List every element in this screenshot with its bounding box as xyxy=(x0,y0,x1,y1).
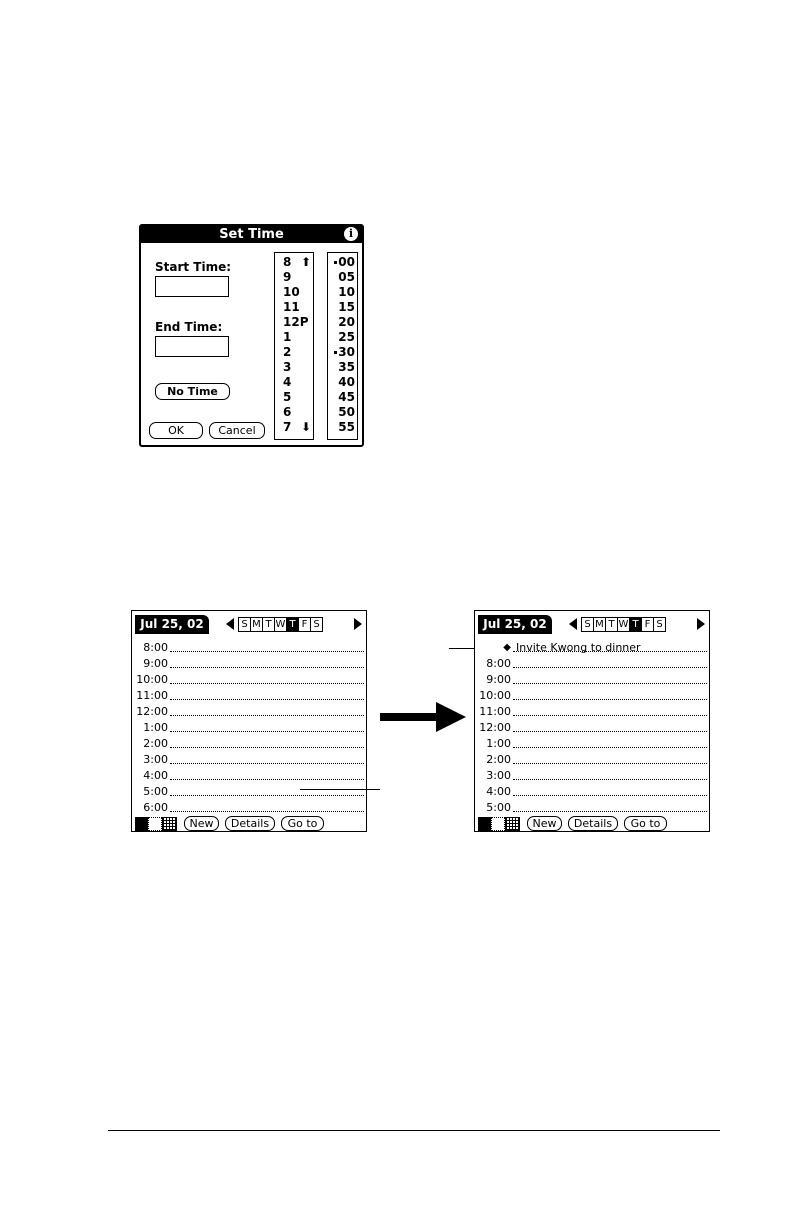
set-time-dialog xyxy=(139,224,364,447)
minute-item[interactable]: 45 xyxy=(338,390,355,404)
page-divider xyxy=(108,1130,720,1131)
minute-item[interactable]: 20 xyxy=(338,315,355,329)
end-time-field[interactable] xyxy=(155,336,229,357)
minute-list[interactable] xyxy=(327,252,358,440)
day-button-selected[interactable]: T xyxy=(286,617,299,632)
time-slot[interactable]: 2:00 xyxy=(132,736,366,752)
hour-item[interactable]: 10 xyxy=(283,285,300,299)
minute-item[interactable]: 15 xyxy=(338,300,355,314)
week-view-icon[interactable] xyxy=(491,817,505,831)
goto-button[interactable]: Go to xyxy=(281,816,324,831)
minute-item[interactable]: 05 xyxy=(338,270,355,284)
selected-marker-icon xyxy=(334,351,337,354)
time-slot[interactable]: 12:00 xyxy=(475,720,709,736)
time-slot[interactable]: 3:00 xyxy=(475,768,709,784)
hour-item[interactable]: 3 xyxy=(283,360,292,374)
day-button[interactable]: M xyxy=(250,617,263,632)
hour-item[interactable]: 9 xyxy=(283,270,292,284)
day-button[interactable]: W xyxy=(618,619,629,630)
day-button[interactable]: M xyxy=(593,617,606,632)
hour-list[interactable] xyxy=(274,252,314,440)
time-slot[interactable]: 5:00 xyxy=(475,800,709,816)
hour-item[interactable]: 8 xyxy=(283,255,292,269)
minute-item[interactable]: 35 xyxy=(338,360,355,374)
event-description[interactable]: Invite Kwong to dinner xyxy=(516,641,641,654)
minute-item[interactable]: 30 xyxy=(328,345,355,360)
hour-item[interactable]: 2 xyxy=(283,345,292,359)
time-slot[interactable]: 4:00 xyxy=(132,768,366,784)
time-slot[interactable]: 8:00 xyxy=(132,640,366,656)
time-slot[interactable]: 8:00 xyxy=(475,656,709,672)
transition-arrow-icon xyxy=(436,702,466,732)
hour-item[interactable]: 5 xyxy=(283,390,292,404)
goto-button[interactable]: Go to xyxy=(624,816,667,831)
time-slot[interactable]: 10:00 xyxy=(132,672,366,688)
minute-item[interactable]: 55 xyxy=(338,420,355,434)
new-button[interactable]: New xyxy=(184,816,219,831)
day-button[interactable]: W xyxy=(275,619,286,630)
dialog-title-bar xyxy=(141,226,362,243)
day-button[interactable]: S xyxy=(653,617,666,632)
next-week-icon[interactable] xyxy=(354,618,362,630)
month-view-icon[interactable] xyxy=(162,817,177,831)
end-time-label: End Time: xyxy=(155,320,223,334)
start-time-label: Start Time: xyxy=(155,260,232,274)
prev-week-icon[interactable] xyxy=(226,618,234,630)
week-day-selector xyxy=(226,617,362,632)
time-slot[interactable]: 4:00 xyxy=(475,784,709,800)
day-view-before xyxy=(131,610,367,832)
no-time-button[interactable]: No Time xyxy=(155,383,230,400)
scroll-up-icon[interactable]: ⬆ xyxy=(301,255,312,269)
week-view-icon[interactable] xyxy=(148,817,162,831)
hour-item[interactable]: 4 xyxy=(283,375,292,389)
week-day-selector xyxy=(569,617,705,632)
minute-item[interactable]: 10 xyxy=(338,285,355,299)
selected-marker-icon xyxy=(334,261,337,264)
new-button[interactable]: New xyxy=(527,816,562,831)
day-view-icon[interactable] xyxy=(135,817,148,831)
details-button[interactable]: Details xyxy=(568,816,618,831)
date-title[interactable]: Jul 25, 02 xyxy=(135,615,209,634)
time-slot[interactable]: 5:00 xyxy=(132,784,366,800)
time-slot[interactable]: 1:00 xyxy=(132,720,366,736)
ok-button[interactable]: OK xyxy=(149,422,203,439)
details-button[interactable]: Details xyxy=(225,816,275,831)
info-icon[interactable]: i xyxy=(344,227,358,241)
callout-line xyxy=(300,789,380,790)
start-time-field[interactable] xyxy=(155,276,229,297)
hour-item[interactable]: 7 xyxy=(283,420,292,434)
untimed-event-row[interactable] xyxy=(475,640,709,656)
month-view-icon[interactable] xyxy=(505,817,520,831)
day-button[interactable]: F xyxy=(641,617,654,632)
time-slot[interactable]: 9:00 xyxy=(475,672,709,688)
minute-item[interactable]: 50 xyxy=(338,405,355,419)
day-view-icon[interactable] xyxy=(478,817,491,831)
hour-item[interactable]: 6 xyxy=(283,405,292,419)
day-button[interactable]: F xyxy=(298,617,311,632)
day-button[interactable]: S xyxy=(581,617,594,632)
time-slot[interactable]: 12:00 xyxy=(132,704,366,720)
hour-item[interactable]: 12P xyxy=(283,315,309,329)
date-title[interactable]: Jul 25, 02 xyxy=(478,615,552,634)
time-slot[interactable]: 6:00 xyxy=(132,800,366,816)
event-marker-icon: ◆ xyxy=(503,642,511,653)
day-button-selected[interactable]: T xyxy=(629,617,642,632)
minute-item[interactable]: 00 xyxy=(328,255,355,270)
day-view-after xyxy=(474,610,710,832)
dialog-title: Set Time xyxy=(219,227,284,242)
transition-arrow-shaft xyxy=(380,713,440,721)
minute-item[interactable]: 25 xyxy=(338,330,355,344)
time-slot[interactable]: 1:00 xyxy=(475,736,709,752)
time-slot[interactable]: 9:00 xyxy=(132,656,366,672)
time-slot[interactable]: 3:00 xyxy=(132,752,366,768)
day-button[interactable]: T xyxy=(605,617,618,632)
prev-week-icon[interactable] xyxy=(569,618,577,630)
time-slot[interactable]: 11:00 xyxy=(132,688,366,704)
next-week-icon[interactable] xyxy=(697,618,705,630)
hour-item[interactable]: 1 xyxy=(283,330,292,344)
day-button[interactable]: T xyxy=(262,617,275,632)
day-button[interactable]: S xyxy=(238,617,251,632)
day-button[interactable]: S xyxy=(310,617,323,632)
time-slot[interactable]: 11:00 xyxy=(475,704,709,720)
hour-item[interactable]: 11 xyxy=(283,300,300,314)
minute-item[interactable]: 40 xyxy=(338,375,355,389)
time-slot[interactable]: 10:00 xyxy=(475,688,709,704)
scroll-down-icon[interactable]: ⬇ xyxy=(301,420,312,434)
time-slot[interactable]: 2:00 xyxy=(475,752,709,768)
cancel-button[interactable]: Cancel xyxy=(209,422,265,439)
